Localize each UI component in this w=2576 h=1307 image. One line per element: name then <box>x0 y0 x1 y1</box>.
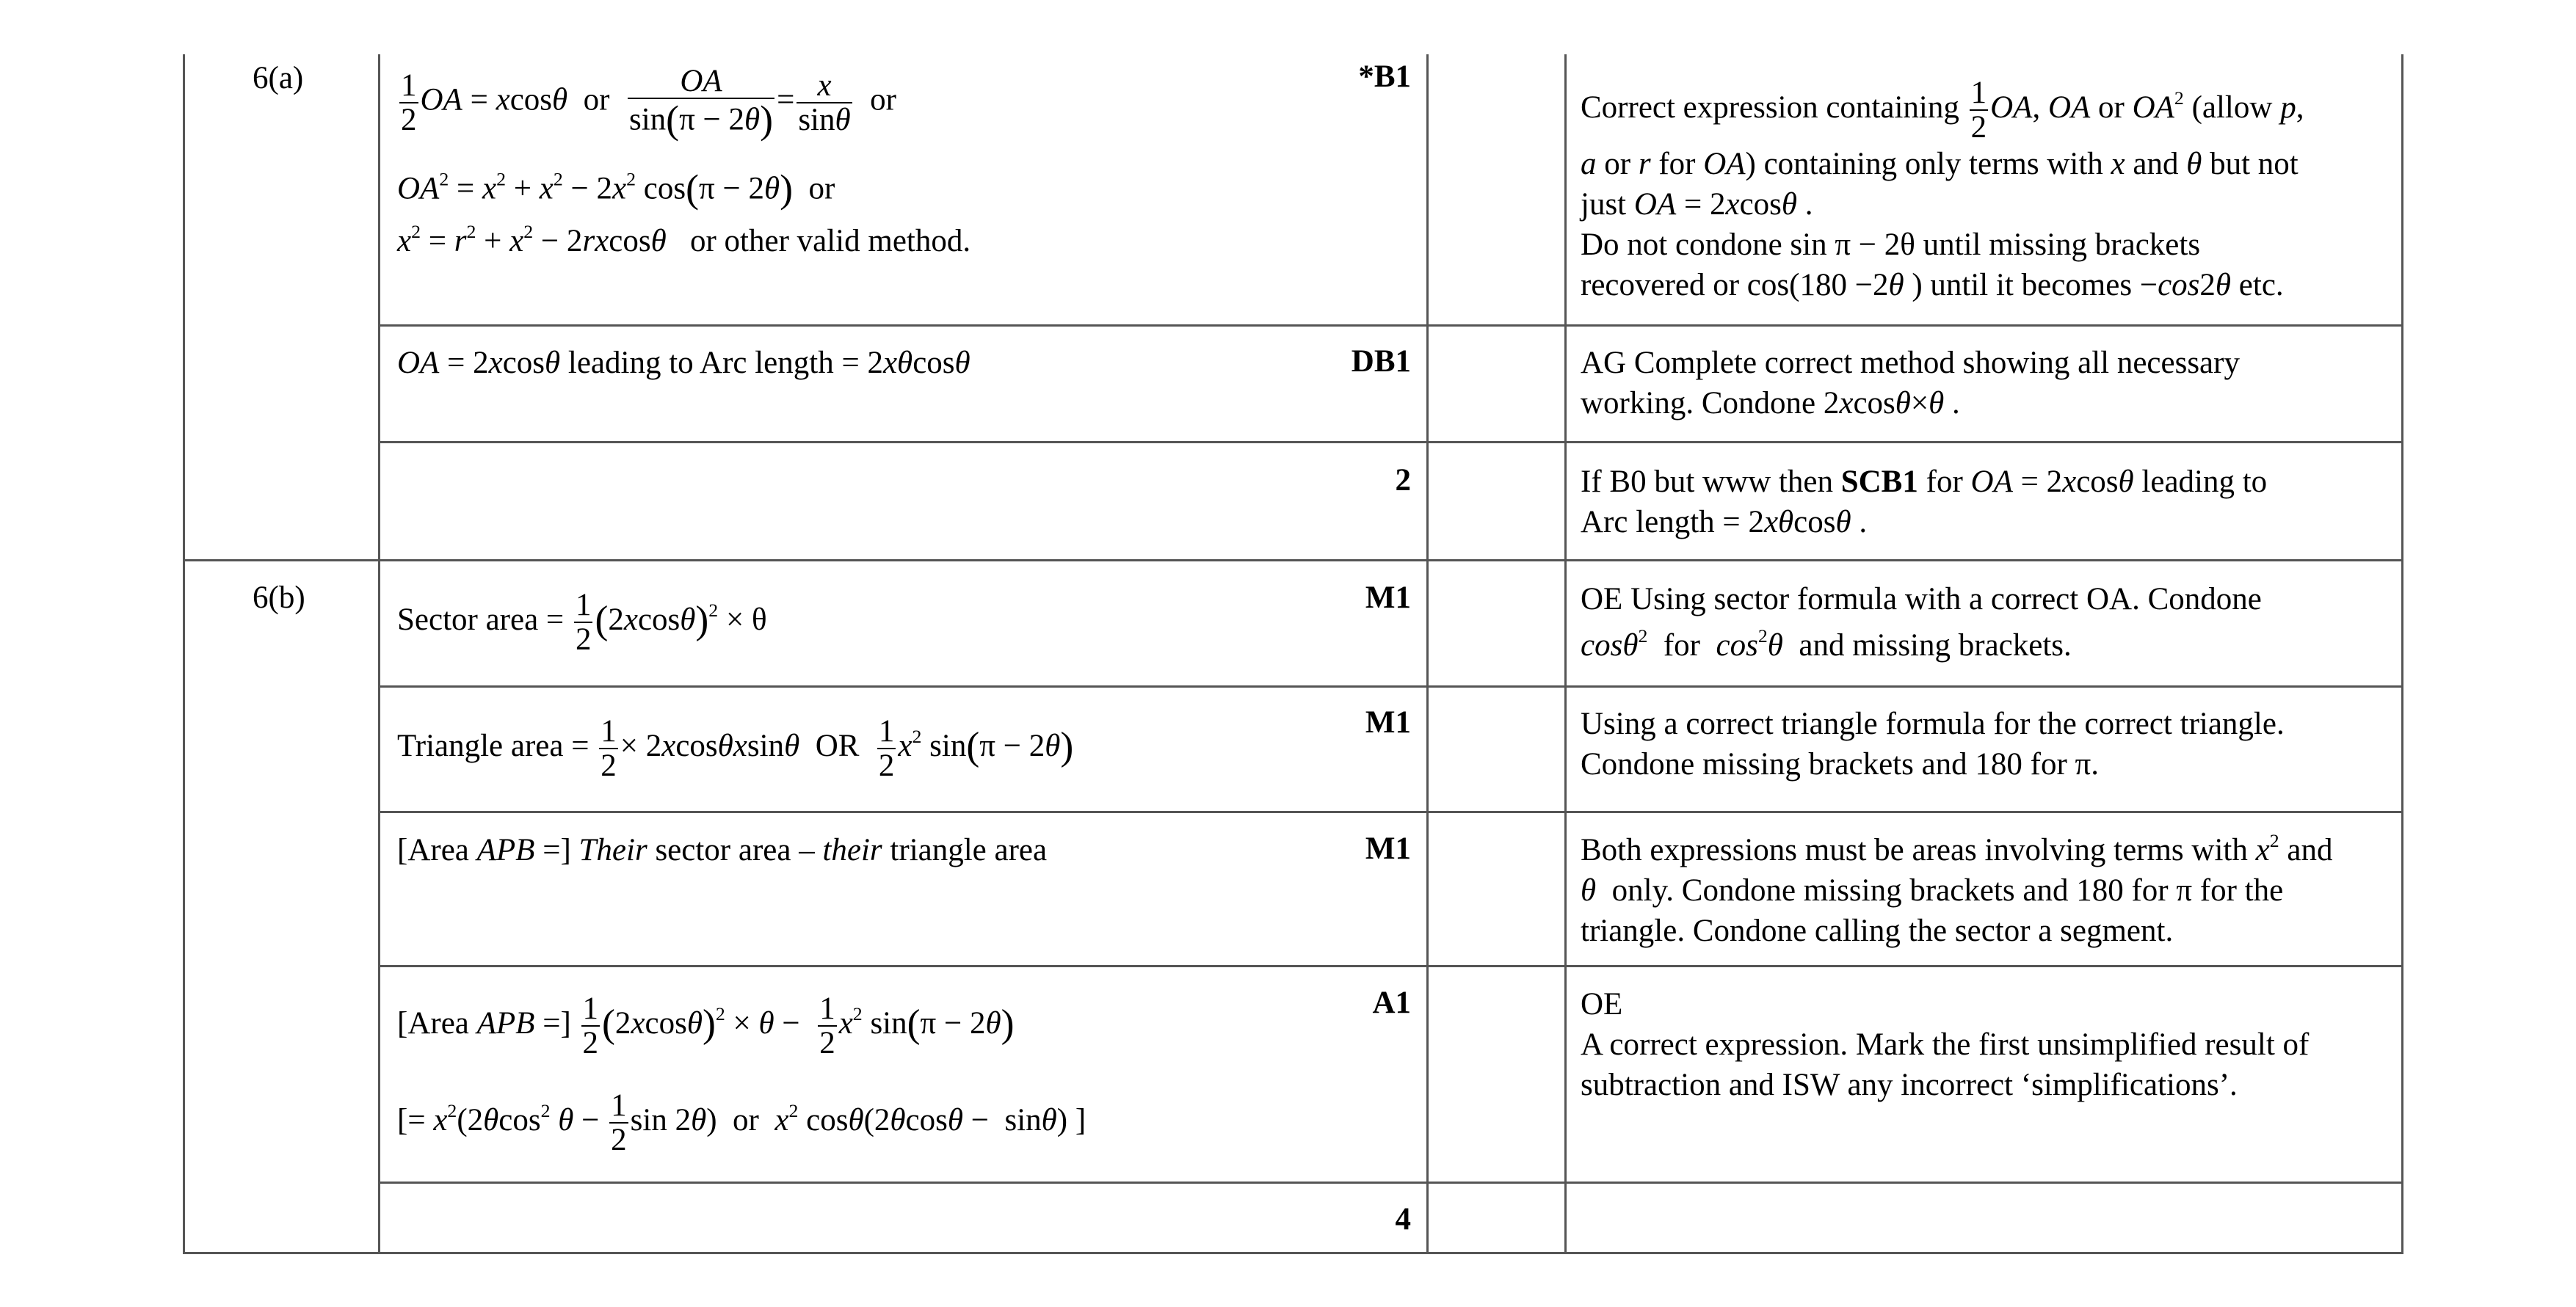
mark-scheme-table <box>183 54 2403 1254</box>
row-divider <box>378 811 2403 813</box>
guidance-6a-row1-line3: just OA = 2xcosθ . <box>1581 187 1813 222</box>
guidance-6b-row2-line2: Condone missing brackets and 180 for π. <box>1581 747 2100 782</box>
guidance-6a-row3-line2: Arc length = 2xθcosθ . <box>1581 505 1868 539</box>
guidance-6a-row3-line1: If B0 but www then SCB1 for OA = 2xcosθ leading to <box>1581 465 2268 499</box>
column-divider <box>1426 54 1429 1254</box>
row-divider <box>378 324 2403 327</box>
mark-6b-row1: M1 <box>1365 580 1411 615</box>
question-label-6b: 6(b) <box>253 580 305 615</box>
row-divider <box>378 1182 2403 1184</box>
question-divider <box>183 559 2403 561</box>
answer-6a-row1-line2: $OA^2 = x^2 + x^2 - 2x^2$ cos(π − 2θ) or <box>397 167 835 211</box>
guidance-6b-row2-line1: Using a correct triangle formula for the correct triangle. <box>1581 707 2285 741</box>
guidance-6b-row3-line3: triangle. Condone calling the sector a segment. <box>1581 914 2174 948</box>
guidance-6a-row1-line4: Do not condone sin π − 2θ until missing brackets <box>1581 227 2201 262</box>
column-divider <box>183 54 185 1254</box>
answer-6b-row2-line1: Triangle area = $\frac{1}{2}$ × 2xcosθxsinθ OR $\frac{1}{2}$ $x^2$ sin(π − 2θ) <box>397 714 1074 784</box>
mark-6b-total: 4 <box>1395 1202 1411 1237</box>
row-divider <box>378 441 2403 443</box>
column-divider <box>378 54 380 1254</box>
answer-6a-row2-line1: OA = 2xcosθ leading to Arc length = 2xθcosθ <box>397 346 970 380</box>
guidance-6b-row3-line1: Both expressions must be areas involving terms with $x^2$ and <box>1581 829 2333 867</box>
table-bottom-border <box>183 1252 2403 1254</box>
mark-6b-row3: M1 <box>1365 831 1411 866</box>
guidance-6b-row3-line2: θ only. Condone missing brackets and 180 for π for the <box>1581 873 2284 908</box>
answer-6b-row1-line1: Sector area = $\frac{1}{2}$ $(2xcos\theta)^2 \times \theta$ <box>397 588 767 658</box>
question-label-6a: 6(a) <box>253 61 304 95</box>
guidance-6a-row1-line2: a or r for OA) containing only terms with x and θ but not <box>1581 147 2299 181</box>
mark-6a-row1: *B1 <box>1358 59 1411 94</box>
guidance-6b-row1-line2: cosθ$^2$ for $\cos^2\theta$ and missing brackets. <box>1581 625 2072 663</box>
mark-6a-row2: DB1 <box>1351 344 1411 379</box>
mark-6a-total: 2 <box>1395 463 1411 498</box>
guidance-6b-row4-line2: A correct expression. Mark the first unsimplified result of <box>1581 1027 2310 1062</box>
guidance-6b-row4-line3: subtraction and ISW any incorrect ‘simplifications’. <box>1581 1068 2238 1102</box>
mark-6b-row4: A1 <box>1372 986 1411 1020</box>
answer-6b-row4-line1: [Area APB =] $\frac{1}{2}$ $(2xcos\theta)^2 \times \theta$ − $\frac{1}{2}$ $x^2$ sin(π − 2θ) <box>397 991 1015 1061</box>
guidance-6a-row2-line2: working. Condone 2xcosθ×θ . <box>1581 386 1960 421</box>
guidance-6b-row4-line1: OE <box>1581 987 1623 1022</box>
guidance-6a-row1-line1: Correct expression containing $\frac{1}{2}$ OA, OA or $OA^2$ (allow p, <box>1581 76 2304 145</box>
answer-6b-row3-line1: [Area APB =] Their sector area – their triangle area <box>397 833 1048 867</box>
column-divider <box>2401 54 2403 1254</box>
answer-6a-row1-line1: $\frac{1}{2}$ OA = xcosθ or $\frac{OA}{\sin(\pi - 2\theta)}$ = $\frac{x}{\sin\theta}$ or <box>401 64 896 142</box>
answer-6b-row4-line2: [= $x^2(2\theta\cos^2$ θ − $\frac{1}{2}$ sin 2θ) or $x^2$ cosθ(2θcosθ − sinθ) ] <box>397 1088 1086 1158</box>
guidance-6a-row1-line5: recovered or cos(180 −2θ ) until it becomes −cos2θ etc. <box>1581 268 2284 302</box>
answer-6a-row1-line3: $x^2 = r^2 + x^2 - 2rxcos\theta$ or other valid method. <box>397 220 971 258</box>
guidance-6a-row2-line1: AG Complete correct method showing all necessary <box>1581 346 2240 380</box>
row-divider <box>378 965 2403 967</box>
guidance-6b-row1-line1: OE Using sector formula with a correct OA. Condone <box>1581 582 2262 616</box>
mark-6b-row2: M1 <box>1365 705 1411 740</box>
row-divider <box>378 685 2403 688</box>
column-divider <box>1564 54 1567 1254</box>
